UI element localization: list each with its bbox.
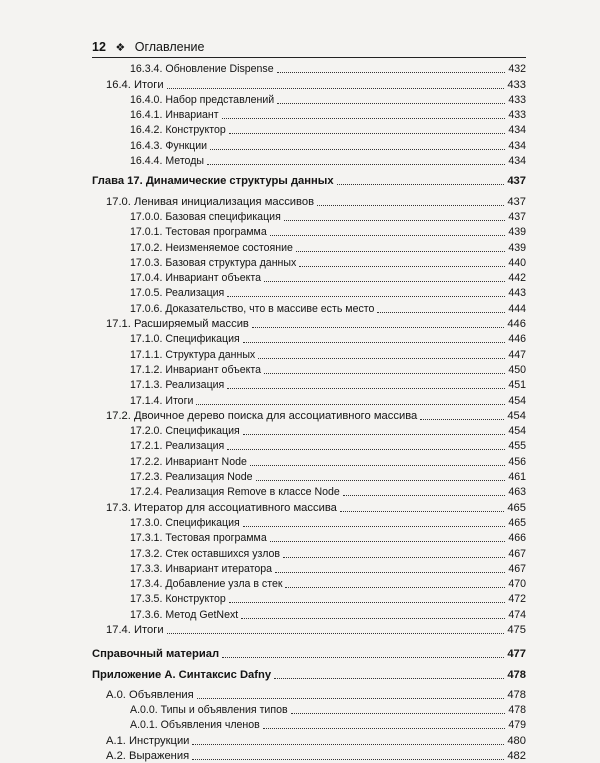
- dot-leader: [207, 164, 505, 165]
- toc-entry-page: 440: [508, 256, 526, 269]
- toc-entry-page: 475: [507, 623, 526, 636]
- dot-leader: [275, 572, 505, 573]
- toc-entry-page: 437: [507, 175, 526, 188]
- toc-subsection-row: [92, 545, 526, 560]
- dot-leader: [192, 759, 504, 760]
- toc-subsection-row: [92, 346, 526, 361]
- toc-entry-page: 477: [507, 648, 526, 661]
- dot-leader: [196, 404, 505, 405]
- dot-leader: [222, 657, 504, 658]
- toc-entry-page: 434: [508, 155, 526, 168]
- toc-entry-title: A.0.0. Типы и объявления типов: [130, 704, 288, 717]
- running-header-title: Оглавление: [134, 40, 205, 54]
- toc-entry-title: Глава 17. Динамические структуры данных: [92, 175, 334, 188]
- toc-entry-title: Справочный материал: [92, 648, 220, 661]
- toc-entry-page: 454: [508, 394, 526, 407]
- toc-entry-title: A.0. Объявления: [106, 688, 194, 701]
- toc-section-row: [92, 732, 526, 747]
- toc-subsection-row: [92, 61, 526, 76]
- toc-entry-title: 17.0.4. Инвариант объекта: [130, 272, 262, 285]
- toc-entry-title: 17.2.4. Реализация Remove в классе Node: [130, 486, 340, 499]
- dot-leader: [167, 88, 505, 89]
- toc-entry-page: 455: [508, 440, 526, 453]
- toc-subsection-row: [92, 285, 526, 300]
- running-header: [92, 37, 526, 58]
- dot-leader: [284, 220, 506, 221]
- toc-entry-page: 437: [508, 210, 526, 223]
- toc-subsection-row: [92, 606, 526, 621]
- toc-entry-page: 450: [508, 363, 526, 376]
- toc-entry-title: 17.3.4. Добавление узла в стек: [130, 578, 283, 591]
- dot-leader: [274, 678, 504, 679]
- toc-entry-title: 17.3.1. Тестовая программа: [130, 532, 267, 545]
- toc-entry-title: 17.0.0. Базовая спецификация: [130, 210, 281, 223]
- dot-leader: [229, 602, 506, 603]
- toc-entry-title: 17.0.1. Тестовая программа: [130, 226, 267, 239]
- toc-entry-title: 17.0.3. Базовая структура данных: [130, 256, 297, 269]
- toc-subsection-row: [92, 331, 526, 346]
- toc-subsection-row: [92, 484, 526, 499]
- toc-entry-title: 17.2.1. Реализация: [130, 440, 225, 453]
- dot-leader: [167, 633, 505, 634]
- toc-subsection-row: [92, 702, 526, 717]
- toc-subsection-row: [92, 515, 526, 530]
- toc-entry-title: A.0.1. Объявления членов: [130, 719, 260, 732]
- toc-entry-page: 472: [508, 593, 526, 606]
- dot-leader: [377, 312, 505, 313]
- dot-leader: [229, 133, 506, 134]
- toc-entry-page: 451: [508, 379, 526, 392]
- toc-entry-title: 17.3.0. Спецификация: [130, 516, 240, 529]
- toc-entry-page: 467: [508, 547, 526, 560]
- toc-section-row: [92, 193, 526, 208]
- toc-entry-title: 17.2.2. Инвариант Node: [130, 455, 247, 468]
- dot-leader: [222, 118, 506, 119]
- toc-entry-page: 439: [508, 226, 526, 239]
- toc-entry-page: 437: [507, 195, 526, 208]
- dot-leader: [227, 449, 505, 450]
- toc-subsection-row: [92, 717, 526, 732]
- dot-leader: [264, 281, 505, 282]
- toc-entry-page: 442: [508, 272, 526, 285]
- dot-leader: [263, 728, 506, 729]
- toc-entry-page: 482: [507, 750, 526, 763]
- dot-leader: [285, 587, 505, 588]
- toc-subsection-row: [92, 530, 526, 545]
- toc-entry-title: 17.2. Двоичное дерево поиска для ассоциативного массива: [106, 409, 418, 422]
- dot-leader: [243, 342, 506, 343]
- toc-entry-title: A.2. Выражения: [106, 750, 190, 763]
- toc-entry-page: 465: [508, 516, 526, 529]
- toc-subsection-row: [92, 255, 526, 270]
- dot-leader: [337, 184, 505, 185]
- toc-chapter-row: [92, 173, 526, 188]
- toc-subsection-row: [92, 107, 526, 122]
- toc-entry-page: 432: [508, 63, 526, 76]
- dot-leader: [243, 526, 506, 527]
- toc-entry-page: 478: [507, 688, 526, 701]
- toc-section-row: [92, 499, 526, 514]
- dot-leader: [210, 149, 505, 150]
- toc-subsection-row: [92, 122, 526, 137]
- toc-entry-title: 16.4.4. Методы: [130, 155, 205, 168]
- toc-entry-page: 479: [508, 719, 526, 732]
- toc-entry-page: 434: [508, 124, 526, 137]
- dot-leader: [340, 511, 504, 512]
- toc-section-row: [92, 687, 526, 702]
- toc-entry-title: 16.4. Итоги: [106, 78, 164, 91]
- toc-subsection-row: [92, 239, 526, 254]
- toc-entry-title: Приложение A. Синтаксис Dafny: [92, 668, 272, 681]
- dot-leader: [192, 744, 504, 745]
- dot-leader: [227, 296, 505, 297]
- toc-subsection-row: [92, 209, 526, 224]
- page-number: 12: [92, 40, 106, 54]
- toc-entry-title: 17.1.1. Структура данных: [130, 348, 256, 361]
- toc-entry-title: 17.3.2. Стек оставшихся узлов: [130, 547, 281, 560]
- toc-entry-page: 434: [508, 139, 526, 152]
- dot-leader: [270, 541, 506, 542]
- toc-entry-title: 17.1.4. Итоги: [130, 394, 194, 407]
- dot-leader: [296, 251, 505, 252]
- toc-subsection-row: [92, 300, 526, 315]
- dot-leader: [252, 327, 504, 328]
- toc-entry-title: 17.0.5. Реализация: [130, 287, 225, 300]
- toc-section-row: [92, 76, 526, 91]
- toc-subsection-row: [92, 137, 526, 152]
- toc-subsection-row: [92, 392, 526, 407]
- toc-entry-title: 17.3.5. Конструктор: [130, 593, 226, 606]
- toc-entry-title: 17.1. Расширяемый массив: [106, 318, 249, 331]
- toc-subsection-row: [92, 224, 526, 239]
- dot-leader: [283, 557, 505, 558]
- toc-entry-title: 17.1.2. Инвариант объекта: [130, 363, 262, 376]
- toc-subsection-row: [92, 453, 526, 468]
- toc-entry-page: 433: [508, 109, 526, 122]
- toc-subsection-row: [92, 438, 526, 453]
- dot-leader: [256, 480, 506, 481]
- toc-entry-page: 447: [508, 348, 526, 361]
- toc-entry-title: 16.3.4. Обновление Dispense: [130, 63, 274, 76]
- toc-entry-page: 478: [508, 704, 526, 717]
- toc-entry-page: 456: [508, 455, 526, 468]
- toc-entry-page: 480: [507, 734, 526, 747]
- dot-leader: [270, 235, 506, 236]
- toc-entry-title: 17.0. Ленивая инициализация массивов: [106, 195, 315, 208]
- toc-entry-title: 17.3.3. Инвариант итератора: [130, 562, 273, 575]
- toc-entry-page: 454: [507, 409, 526, 422]
- toc-entry-page: 461: [508, 471, 526, 484]
- toc-entry-page: 446: [508, 333, 526, 346]
- toc-entry-title: 16.4.2. Конструктор: [130, 124, 226, 137]
- toc-entry-page: 444: [508, 302, 526, 315]
- dot-leader: [277, 103, 505, 104]
- toc-entry-title: 17.4. Итоги: [106, 623, 164, 636]
- toc-subsection-row: [92, 469, 526, 484]
- toc-section-row: [92, 316, 526, 331]
- dot-leader: [264, 373, 505, 374]
- toc-entry-title: 17.0.6. Доказательство, что в массиве есть место: [130, 302, 375, 315]
- toc-section-row: [92, 408, 526, 423]
- toc-subsection-row: [92, 591, 526, 606]
- dot-leader: [343, 495, 506, 496]
- toc-subsection-row: [92, 576, 526, 591]
- toc-subsection-row: [92, 561, 526, 576]
- toc-entry-title: 17.2.3. Реализация Node: [130, 471, 253, 484]
- dot-leader: [291, 713, 506, 714]
- toc-entry-page: 463: [508, 486, 526, 499]
- toc-entry-title: 16.4.1. Инвариант: [130, 109, 219, 122]
- toc-entry-page: 443: [508, 287, 526, 300]
- toc-subsection-row: [92, 423, 526, 438]
- toc-entry-page: 474: [508, 608, 526, 621]
- dot-leader: [250, 465, 505, 466]
- toc-entry-title: 17.2.0. Спецификация: [130, 425, 240, 438]
- dot-leader: [241, 618, 505, 619]
- toc-entry-title: 16.4.0. Набор представлений: [130, 93, 275, 106]
- toc-entry-page: 478: [507, 668, 526, 681]
- toc-entry-page: 454: [508, 425, 526, 438]
- dot-leader: [277, 72, 506, 73]
- toc-entry-page: 446: [507, 318, 526, 331]
- toc-entry-page: 439: [508, 241, 526, 254]
- dot-leader: [420, 419, 504, 420]
- toc-entry-page: 433: [508, 93, 526, 106]
- toc-chapter-row: [92, 646, 526, 661]
- toc-subsection-row: [92, 153, 526, 168]
- toc-entry-page: 433: [507, 78, 526, 91]
- dot-leader: [299, 266, 505, 267]
- toc-section-row: [92, 748, 526, 763]
- toc-entry-page: 467: [508, 562, 526, 575]
- toc-chapter-row: [92, 666, 526, 681]
- ornament-icon: ❖: [115, 42, 126, 54]
- toc-entry-title: A.1. Инструкции: [106, 734, 190, 747]
- toc-entry-title: 17.3. Итератор для ассоциативного массива: [106, 501, 337, 514]
- toc-subsection-row: [92, 377, 526, 392]
- toc-subsection-row: [92, 92, 526, 107]
- toc-entry-title: 17.3.6. Метод GetNext: [130, 608, 239, 621]
- toc-section-row: [92, 622, 526, 637]
- table-of-contents: [92, 61, 526, 763]
- toc-subsection-row: [92, 270, 526, 285]
- dot-leader: [197, 698, 505, 699]
- toc-subsection-row: [92, 362, 526, 377]
- toc-entry-page: 470: [508, 578, 526, 591]
- dot-leader: [227, 388, 505, 389]
- dot-leader: [243, 434, 506, 435]
- toc-entry-title: 17.1.0. Спецификация: [130, 333, 240, 346]
- toc-entry-page: 465: [507, 501, 526, 514]
- toc-entry-title: 17.1.3. Реализация: [130, 379, 225, 392]
- dot-leader: [317, 205, 504, 206]
- toc-entry-title: 16.4.3. Функции: [130, 139, 208, 152]
- toc-entry-page: 466: [508, 532, 526, 545]
- dot-leader: [258, 358, 505, 359]
- toc-entry-title: 17.0.2. Неизменяемое состояние: [130, 241, 293, 254]
